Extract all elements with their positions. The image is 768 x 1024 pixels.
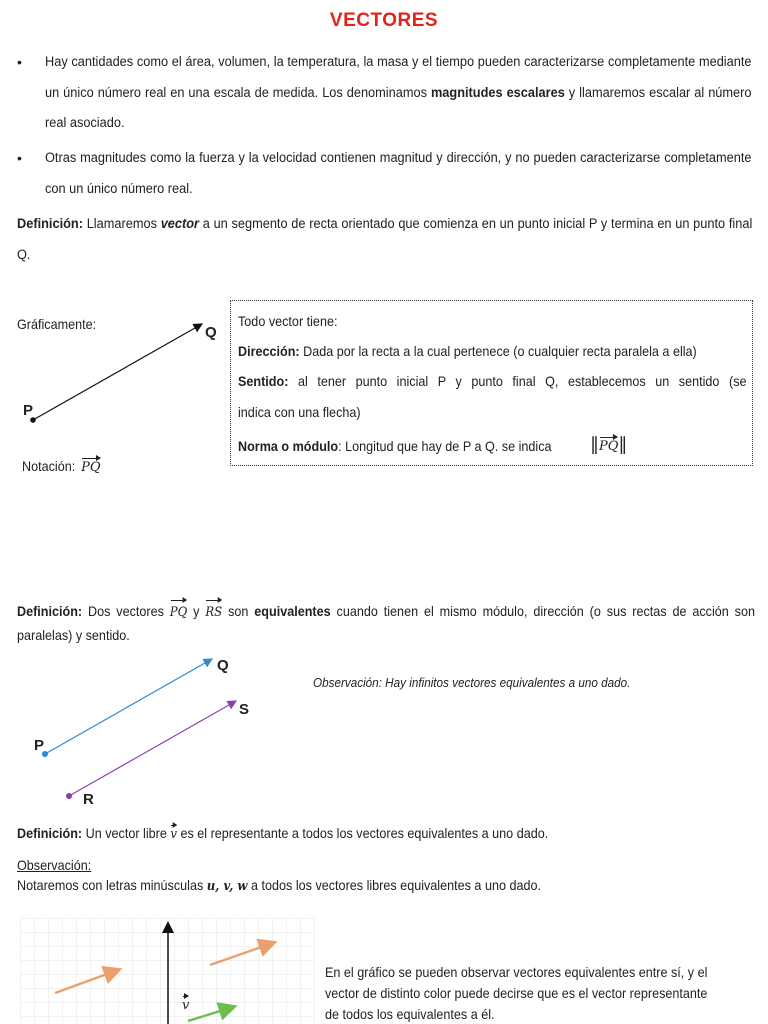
definition-vector: Definición: Llamaremos vector a un segmento de recta orientado que comienza en un punto inicial P y termina en un punto final Q.: [17, 216, 753, 263]
definition-free-vector: Definición: Un vector libre v es el representante a todos los vectores equivalentes a uno dado.: [17, 825, 549, 842]
graphic-label: Gráficamente:: [17, 316, 97, 332]
point-s-label: S: [239, 701, 250, 718]
box-sentido-cont: indica con una flecha): [238, 404, 361, 420]
observation-infinite: Observación: Hay infinitos vectores equivalentes a uno dado.: [313, 675, 631, 690]
point-p-label: P: [23, 402, 34, 419]
grid-vectors-diagram: [20, 918, 315, 1024]
box-sentido: Sentido: al tener punto inicial P y punto final Q, establecemos un sentido (se: [238, 373, 747, 389]
box-direccion: Dirección: Dada por la recta a la cual pertenece (o cualquier recta paralela a ella): [238, 343, 697, 359]
vector-pq-diagram: [0, 300, 230, 440]
observation-heading: Observación:: [17, 857, 92, 873]
notation: Notación:PQ: [22, 458, 101, 475]
vector-rs-purple: [69, 701, 236, 796]
grid-caption: En el gráfico se pueden observar vectores equivalentes entre sí, y el vector de distinto color puede decirse que es el vector representante de todos los equivalentes a él.: [325, 964, 708, 1022]
bullet-marker: •: [17, 54, 22, 70]
notation-vector-pq: PQ: [81, 456, 100, 475]
point-q-label-2: Q: [217, 657, 229, 674]
page-title: VECTORES: [329, 10, 439, 31]
definition-equivalent: Definición: Dos vectores PQ y RS son equivalentes cuando tienen el mismo módulo, dirección (o sus rectas de acción son paralelas) y sentido.: [17, 598, 755, 646]
bullet-marker: •: [17, 150, 22, 166]
point-r-purple-dot: [66, 793, 72, 799]
point-p-label-2: P: [34, 737, 45, 754]
vector-pq-blue: [45, 659, 212, 754]
box-norma: Norma o módulo: Longitud que hay de P a Q. se indica: [238, 438, 552, 454]
grid-vector-v-label: v: [182, 994, 189, 1013]
point-q-label: Q: [205, 324, 217, 341]
bullet-scalars: Hay cantidades como el área, volumen, la temperatura, la masa y el tiempo pueden caracterizarse completamente mediante un único número real en una escala de medida. Los denominamos magnitudes escalares y llamaremos escalar al número real asociado.: [45, 54, 752, 131]
observation-notation: Notaremos con letras minúsculas u, v, w a todos los vectores libres equivalentes a uno dado.: [17, 877, 542, 894]
norm-notation: ‖PQ‖: [590, 434, 628, 455]
point-r-label: R: [83, 791, 94, 808]
bullet-vectors: Otras magnitudes como la fuerza y la velocidad contienen magnitud y dirección, y no pueden caracterizarse completamente con un único número real.: [45, 150, 752, 197]
vector-pq-line: [33, 324, 202, 420]
box-intro: Todo vector tiene:: [238, 313, 338, 329]
